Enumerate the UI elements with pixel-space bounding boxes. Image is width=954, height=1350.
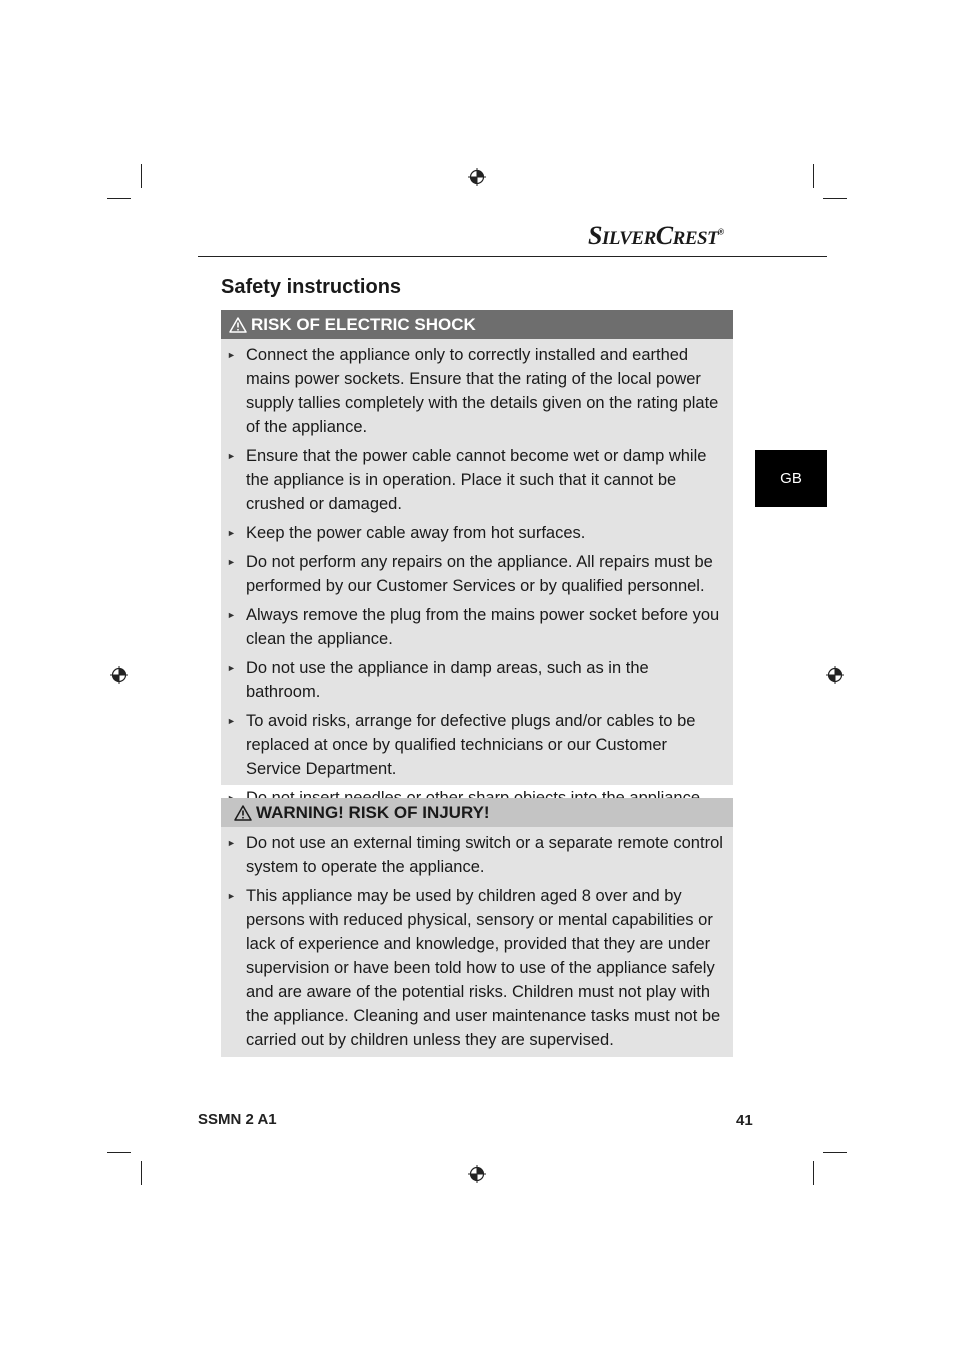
list-item <box>227 603 725 651</box>
instruction-list <box>221 339 733 821</box>
registered-mark: ® <box>718 227 724 237</box>
item-text: To avoid risks, arrange for defective plugs and/or cables to be replaced at once by qualified technicians or our Customer Service Department. <box>246 712 696 778</box>
bullet-arrow-icon: ► <box>227 557 236 567</box>
bullet-arrow-icon: ► <box>227 451 236 461</box>
logo-letters: REST <box>672 228 719 249</box>
item-text: Do not use the appliance in damp areas, such as in the bathroom. <box>246 659 649 701</box>
list-item <box>227 550 725 598</box>
registration-mark-icon <box>110 666 128 684</box>
warning-heading <box>221 798 733 827</box>
crop-mark <box>823 198 847 199</box>
crop-mark <box>141 164 142 188</box>
crop-mark <box>813 164 814 188</box>
bullet-arrow-icon: ► <box>227 716 236 726</box>
crop-mark <box>823 1152 847 1153</box>
list-item <box>227 656 725 704</box>
page-number: 41 <box>736 1112 753 1129</box>
registration-mark-icon <box>826 666 844 684</box>
warning-triangle-icon <box>234 805 252 821</box>
list-item <box>227 444 725 516</box>
item-text: Ensure that the power cable cannot become wet or damp while the appliance is in operation. Place it such that it cannot be crushed or damaged. <box>246 447 707 513</box>
bullet-arrow-icon: ► <box>227 610 236 620</box>
item-text: Keep the power cable away from hot surfaces. <box>246 524 586 542</box>
warning-heading-text: RISK OF ELECTRIC SHOCK <box>251 314 476 334</box>
list-item <box>227 831 725 879</box>
logo-letters: ILVER <box>601 228 656 249</box>
header-divider <box>198 256 827 257</box>
bullet-arrow-icon: ► <box>227 891 236 901</box>
list-item <box>227 343 725 439</box>
instruction-list <box>221 827 733 1063</box>
crop-mark <box>107 1152 131 1153</box>
bullet-arrow-icon: ► <box>227 528 236 538</box>
injury-warning-box <box>221 798 733 1057</box>
item-text: Connect the appliance only to correctly installed and earthed mains power sockets. Ensure that the rating of the local power supply tallies completely with the details given on the rating plate of the appliance. <box>246 346 719 436</box>
list-item <box>227 884 725 1052</box>
item-text: This appliance may be used by children aged 8 over and by persons with reduced physical, sensory or mental capabilities or lack of experience and knowledge, provided that they are under supervision or have been told how to use of the appliance safely and are aware of the potential risks. Children must not play with the appliance. Cleaning and user maintenance tasks must not be carried out by children unless they are supervised. <box>246 887 721 1049</box>
language-tab-label: GB <box>780 470 802 487</box>
item-text: Do not perform any repairs on the appliance. All repairs must be performed by our Customer Services or by qualified personnel. <box>246 553 713 595</box>
list-item <box>227 521 725 545</box>
warning-triangle-icon <box>229 317 247 333</box>
silvercrest-logo <box>588 221 724 251</box>
bullet-arrow-icon: ► <box>227 350 236 360</box>
footer-model-number: SSMN 2 A1 <box>198 1111 277 1128</box>
logo-letter: C <box>655 221 673 250</box>
item-text: Always remove the plug from the mains power socket before you clean the appliance. <box>246 606 720 648</box>
crop-mark <box>813 1161 814 1185</box>
page-title: Safety instructions <box>221 276 402 298</box>
warning-heading <box>221 310 733 339</box>
crop-mark <box>107 198 131 199</box>
language-tab <box>755 450 827 507</box>
registration-mark-icon <box>468 1165 486 1183</box>
crop-mark <box>141 1161 142 1185</box>
registration-mark-icon <box>468 168 486 186</box>
warning-heading-text: WARNING! RISK OF INJURY! <box>256 802 490 822</box>
list-item <box>227 709 725 781</box>
logo-letter: S <box>588 221 602 250</box>
electric-shock-warning-box <box>221 310 733 785</box>
bullet-arrow-icon: ► <box>227 663 236 673</box>
item-text: Do not use an external timing switch or a separate remote control system to operate the appliance. <box>246 834 723 876</box>
bullet-arrow-icon: ► <box>227 838 236 848</box>
